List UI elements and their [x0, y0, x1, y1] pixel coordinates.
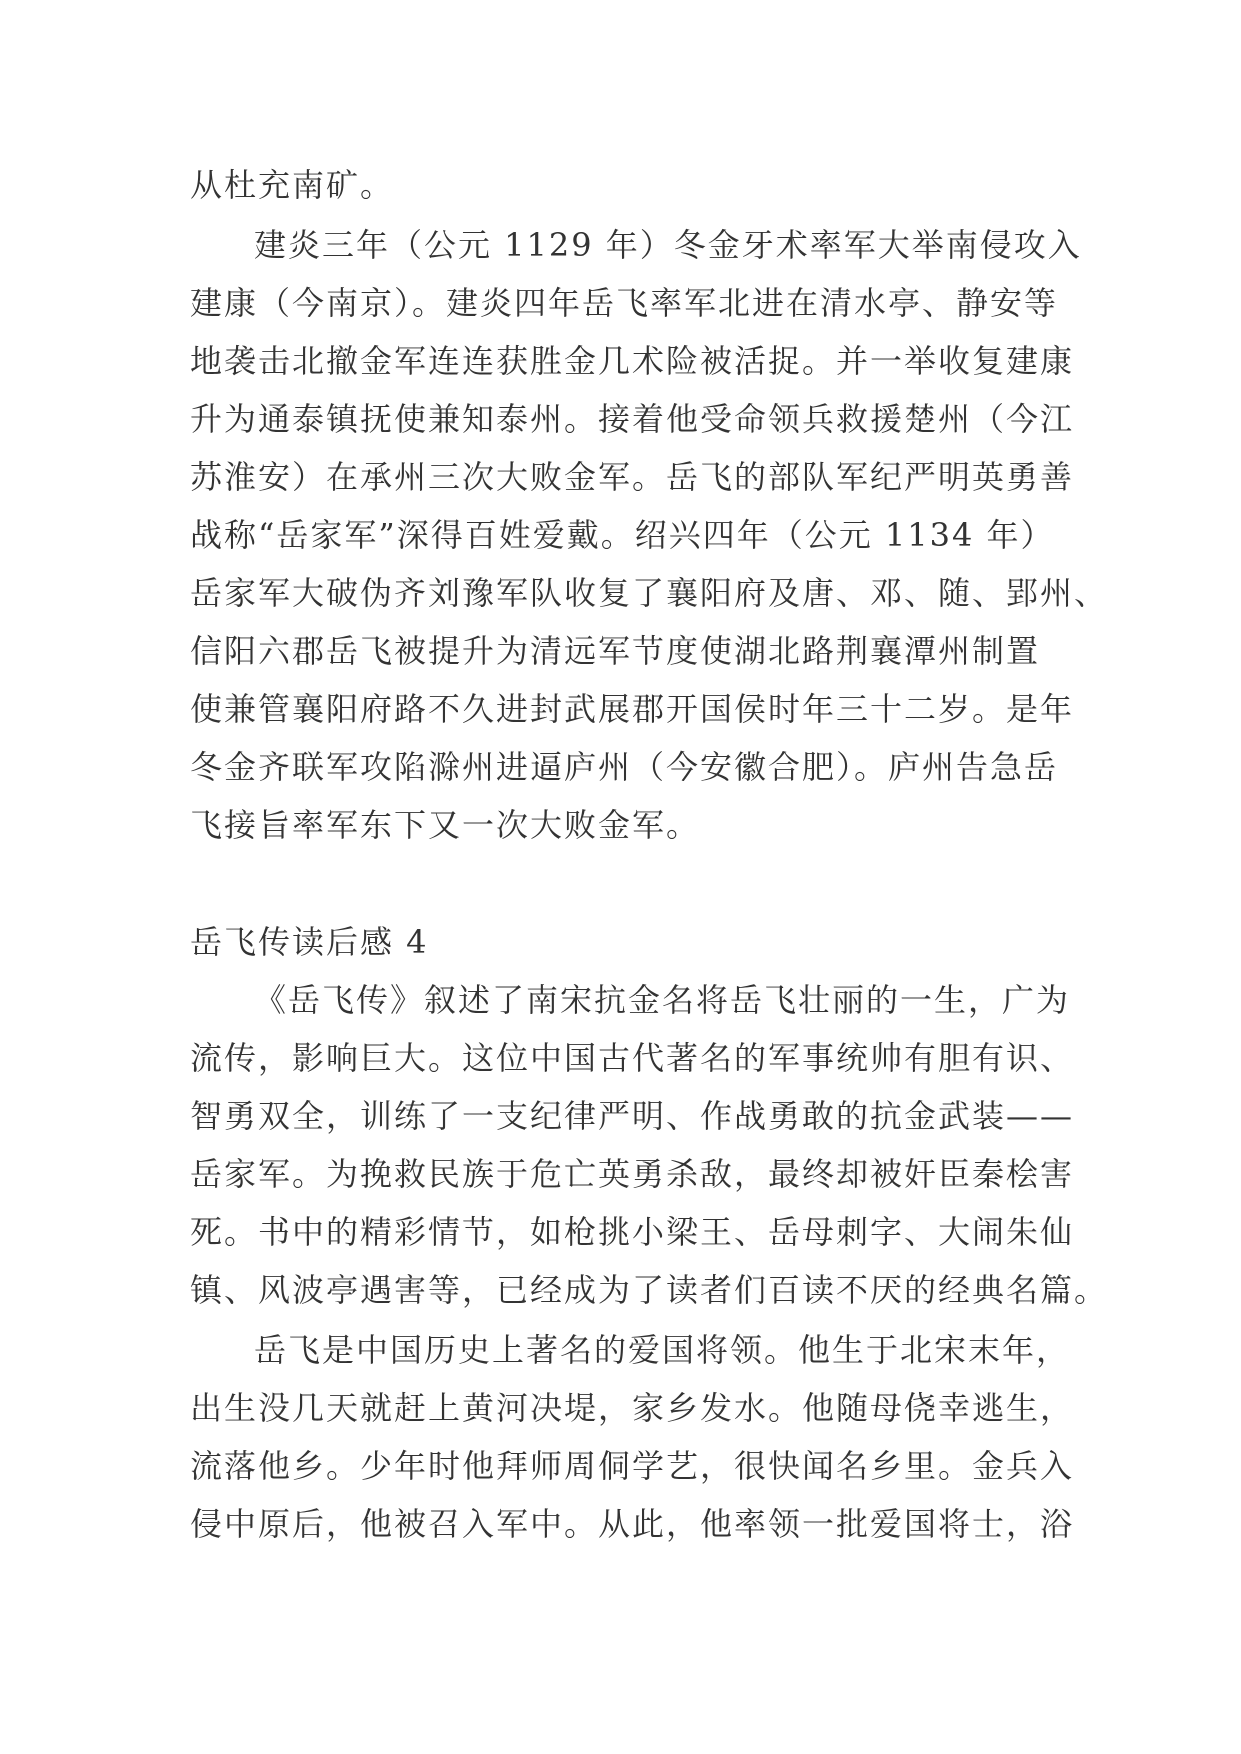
paragraph-line: 冬金齐联军攻陷滁州进逼庐州（今安徽合肥）。庐州告急岳	[190, 748, 1059, 786]
paragraph-line: 建炎三年（公元 1129 年）冬金牙术率军大举南侵攻入	[254, 226, 1082, 264]
paragraph-line: 升为通泰镇抚使兼知泰州。接着他受命领兵救援楚州（今江	[190, 400, 1075, 438]
paragraph-line: 流落他乡。少年时他拜师周侗学艺，很快闻名乡里。金兵入	[190, 1447, 1075, 1485]
paragraph-line: 出生没几天就赶上黄河决堤，家乡发水。他随母侥幸逃生，	[190, 1389, 1075, 1427]
paragraph-line: 使兼管襄阳府路不久进封武展郡开国侯时年三十二岁。是年	[190, 690, 1075, 728]
carryover-line: 从杜充南矿。	[190, 166, 395, 204]
paragraph-line: 《岳飞传》叙述了南宋抗金名将岳飞壮丽的一生，广为	[254, 981, 1071, 1019]
paragraph-line: 岳家军大破伪齐刘豫军队收复了襄阳府及唐、邓、随、郢州、	[190, 574, 1109, 612]
paragraph-line: 战称“岳家军”深得百姓爱戴。绍兴四年（公元 1134 年）	[190, 516, 1055, 554]
paragraph-line: 建康（今南京）。建炎四年岳飞率军北进在清水亭、静安等	[190, 284, 1059, 322]
paragraph-line: 侵中原后，他被召入军中。从此，他率领一批爱国将士，浴	[190, 1505, 1075, 1543]
paragraph-line: 岳家军。为挽救民族于危亡英勇杀敌，最终却被奸臣秦桧害	[190, 1155, 1075, 1193]
paragraph-line: 流传，影响巨大。这位中国古代著名的军事统帅有胆有识、	[190, 1039, 1075, 1077]
paragraph-line: 地袭击北撤金军连连获胜金几术险被活捉。并一举收复建康	[190, 342, 1075, 380]
paragraph-line: 死。书中的精彩情节，如枪挑小梁王、岳母刺字、大闹朱仙	[190, 1213, 1075, 1251]
paragraph-line: 信阳六郡岳飞被提升为清远军节度使湖北路荆襄潭州制置	[190, 632, 1041, 670]
paragraph-line: 岳飞是中国历史上著名的爱国将领。他生于北宋末年，	[254, 1331, 1071, 1369]
section-heading: 岳飞传读后感 4	[190, 923, 429, 961]
paragraph-line: 智勇双全，训练了一支纪律严明、作战勇敢的抗金武装——	[190, 1097, 1075, 1135]
paragraph-line: 镇、风波亭遇害等，已经成为了读者们百读不厌的经典名篇。	[190, 1271, 1109, 1309]
paragraph-line: 苏淮安）在承州三次大败金军。岳飞的部队军纪严明英勇善	[190, 458, 1075, 496]
paragraph-line: 飞接旨率军东下又一次大败金军。	[190, 806, 701, 844]
